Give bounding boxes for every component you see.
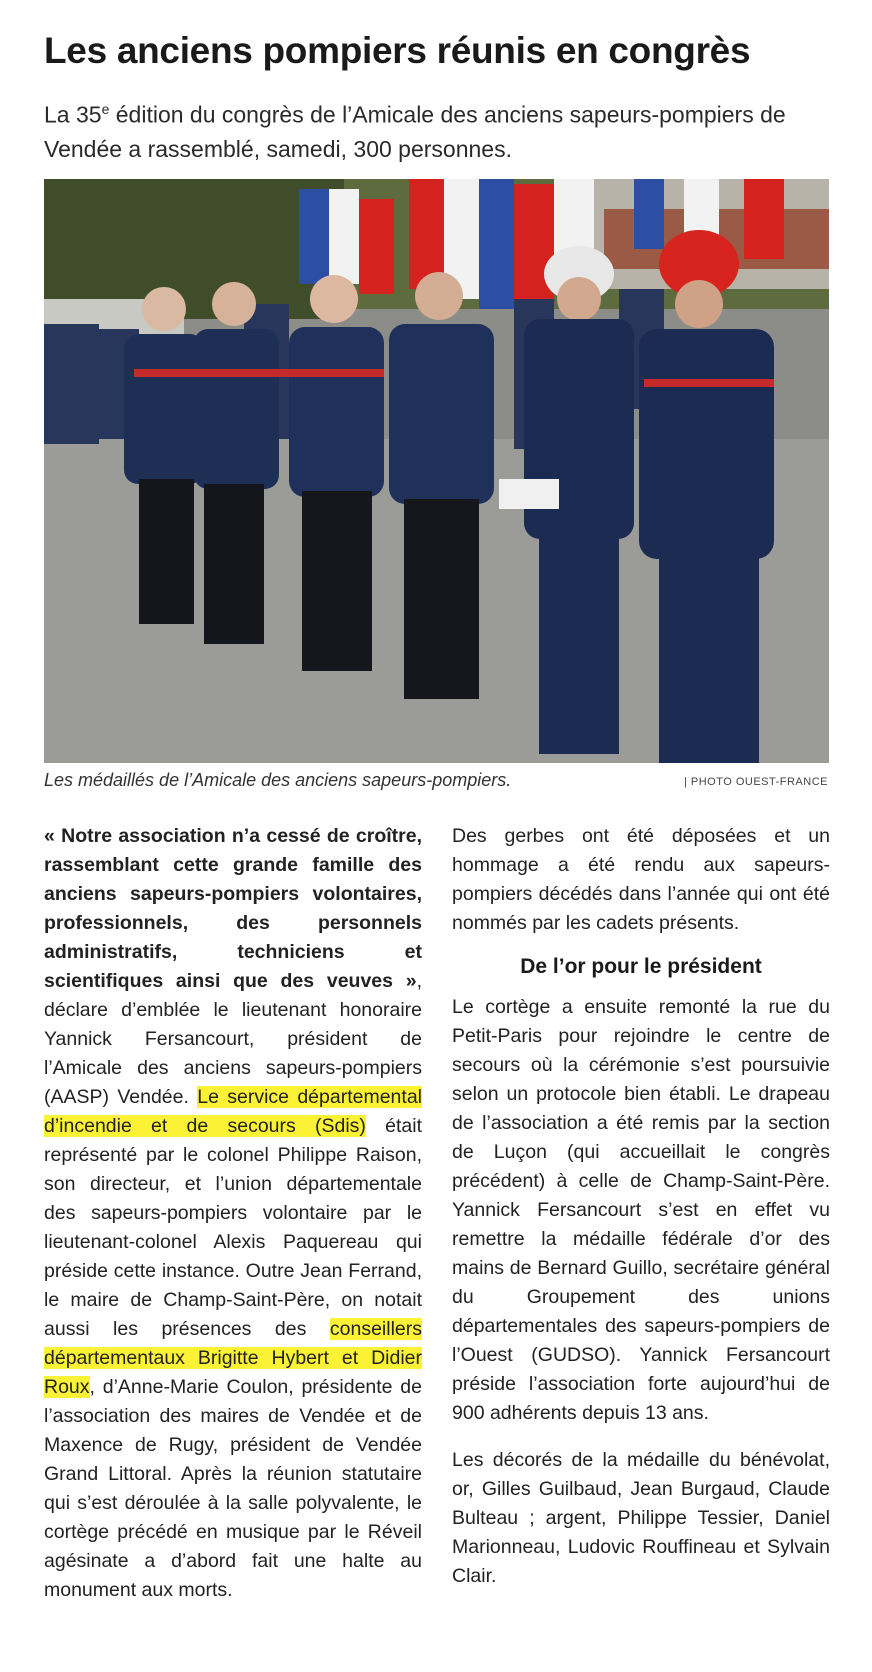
standfirst-end: édition du congrès de l’Amicale des anciens sapeurs-pompiers de Vendée a rassemblé, samedi, 300 personnes. xyxy=(44,101,786,162)
photo-caption: Les médaillés de l’Amicale des anciens sapeurs-pompiers. xyxy=(44,770,512,790)
body-text: , d’Anne-Marie Coulon, présidente de l’association des maires de Vendée et de Maxence de Rugy, président de Vendée Grand Littoral. Après la réunion statutaire qui s’est déroulée à la salle polyvalente, le cortège précédé en musique par le Réveil agésinate a d’abord fait une halte au monument aux morts. xyxy=(44,1376,422,1601)
standfirst-start: La 35 xyxy=(44,101,102,128)
body-text: était représenté par le colonel Philippe Raison, son directeur, et l’union départementale des sapeurs-pompiers volontaire par le lieutenant-colonel Alexis Paquereau qui préside cette instance. Outre Jean Ferrand, le maire de Champ-Saint-Père, on notait aussi les présences des xyxy=(44,1115,422,1340)
article-column-right xyxy=(452,822,830,1591)
standfirst-ordinal: e xyxy=(101,101,110,117)
lead-quote: « Notre association n’a cessé de croître, rassemblant cette grande famille des anciens sapeurs-pompiers volontaires, professionnels, des personnels administratifs, techniciens et scientifiques ainsi que des veuves » xyxy=(44,825,422,992)
body-paragraph: Le cortège a ensuite remonté la rue du Petit-Paris pour rejoindre le centre de secours où la cérémonie s’est poursuivie selon un protocole bien établi. Le drapeau de l’association a été remis par la section de Luçon (qui accueillait le congrès précédent) à celle de Champ-Saint-Père. Yannick Fersancourt s’est en effet vu remettre la médaille fédérale d’or des mains de Bernard Guillo, secrétaire général du Groupement des unions départementales des sapeurs-pompiers de l’Ouest (GUDSO). Yannick Fersancourt préside l’association forte aujourd’hui de 900 adhérents depuis 13 ans. xyxy=(452,996,830,1424)
section-subhead: De l’or pour le président xyxy=(520,955,762,978)
body-text: , déclare d’emblée le lieutenant honoraire Yannick Fersancourt, président de l’Amicale des anciens sapeurs-pompiers (AASP) Vendée. xyxy=(44,970,422,1108)
body-paragraph: Les décorés de la médaille du bénévolat, or, Gilles Guilbaud, Jean Burgaud, Claude Bulteau ; argent, Philippe Tessier, Daniel Marionneau, Ludovic Rouffineau et Sylvain Clair. xyxy=(452,1449,830,1587)
photo-credit: | PHOTO OUEST-FRANCE xyxy=(683,776,828,788)
headline: Les anciens pompiers réunis en congrès xyxy=(44,30,751,71)
body-paragraph xyxy=(44,822,422,1605)
article-column-left xyxy=(44,822,422,1605)
highlighted-text-sdis: Le service départemental d’incendie et de secours (Sdis) xyxy=(44,1086,422,1137)
body-paragraph: Des gerbes ont été déposées et un hommage a été rendu aux sapeurs-pompiers décédés dans l’année qui ont été nommés par les cadets présents. xyxy=(452,825,830,934)
ceremony-photo-illustration xyxy=(44,179,829,763)
highlighted-text-councillors: conseillers départementaux Brigitte Hybert et Didier Roux xyxy=(44,1318,422,1398)
standfirst xyxy=(44,92,834,166)
article-photo xyxy=(44,179,829,763)
paragraph-spacer xyxy=(452,1428,830,1446)
